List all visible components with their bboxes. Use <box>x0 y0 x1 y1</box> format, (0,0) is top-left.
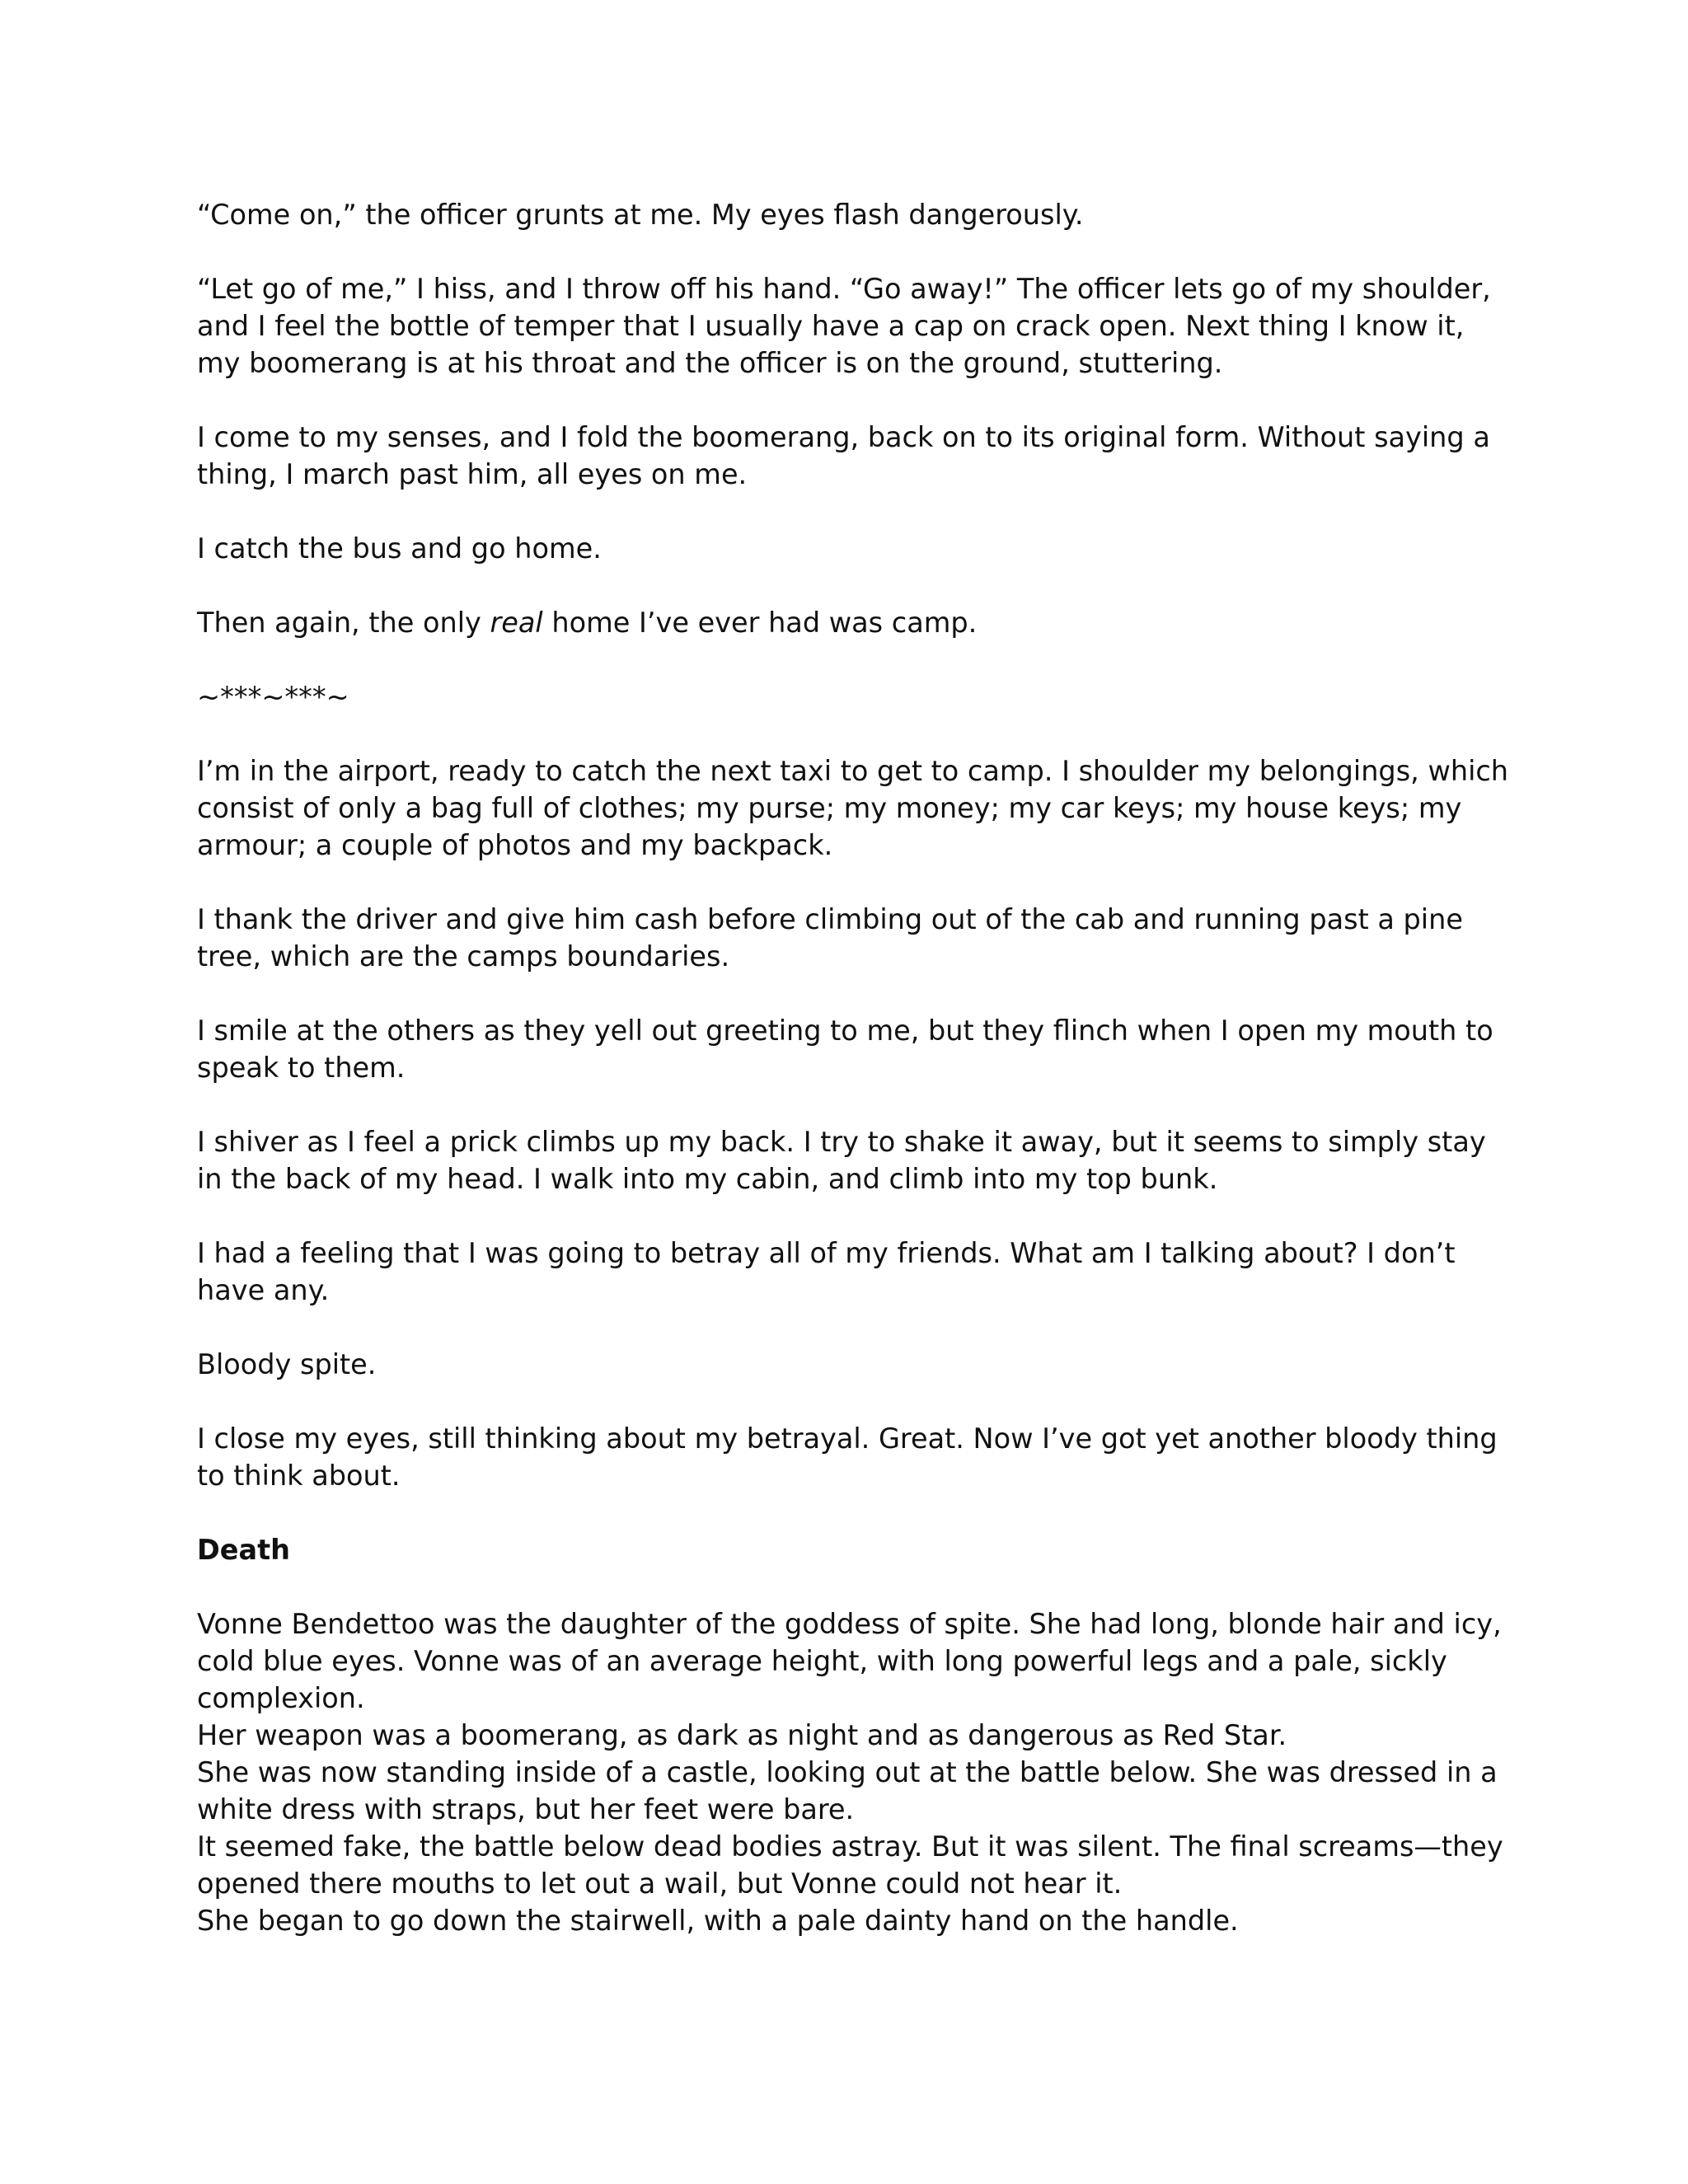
real-home-emphasis: real <box>490 607 543 639</box>
paragraph-real-home <box>197 604 1516 641</box>
paragraph-bloody-spite: Bloody spite. <box>197 1348 377 1380</box>
death-line-stairwell: She began to go down the stairwell, with a pale dainty hand on the handle. <box>197 1905 1239 1937</box>
scene-separator: ~***~***~ <box>197 681 349 713</box>
paragraph-airport: I’m in the airport, ready to catch the next taxi to get to camp. I shoulder my belongings, which consist of only a bag full of clothes; my purse; my money; my car keys; my house keys; my armour; a couple of photos and my backpack. <box>197 755 1509 861</box>
section-heading: Death <box>197 1534 290 1566</box>
real-home-after: home I’ve ever had was camp. <box>542 607 978 639</box>
death-line-battle: It seemed fake, the battle below dead bodies astray. But it was silent. The final screams—they opened there mouths to let out a wail, but Vonne could not hear it. <box>197 1830 1503 1900</box>
paragraph-shiver: I shiver as I feel a prick climbs up my back. I try to shake it away, but it seems to simply stay in the back of my head. I walk into my cabin, and climb into my top bunk. <box>197 1126 1486 1195</box>
paragraph-come-to-senses: I come to my senses, and I fold the boomerang, back on to its original form. Without saying a thing, I march past him, all eyes on me. <box>197 421 1490 490</box>
document-body <box>197 196 1516 1939</box>
paragraph-close-eyes: I close my eyes, still thinking about my betrayal. Great. Now I’ve got yet another bloody thing to think about. <box>197 1422 1498 1492</box>
death-line-castle: She was now standing inside of a castle, looking out at the battle below. She was dressed in a white dress with straps, but her feet were bare. <box>197 1756 1498 1825</box>
death-line-weapon: Her weapon was a boomerang, as dark as night and as dangerous as Red Star. <box>197 1719 1287 1751</box>
paragraph-catch-bus: I catch the bus and go home. <box>197 532 602 565</box>
paragraph-smile-others: I smile at the others as they yell out greeting to me, but they flinch when I open my mouth to speak to them. <box>197 1015 1493 1084</box>
death-line-description: Vonne Bendettoo was the daughter of the goddess of spite. She had long, blonde hair and icy, cold blue eyes. Vonne was of an average height, with long powerful legs and a pale, sickly complexion. <box>197 1608 1502 1714</box>
real-home-before: Then again, the only <box>197 607 490 639</box>
paragraph-thank-driver: I thank the driver and give him cash before climbing out of the cab and running past a pine tree, which are the camps boundaries. <box>197 903 1463 972</box>
paragraph-betray-feeling: I had a feeling that I was going to betray all of my friends. What am I talking about? I don’t have any. <box>197 1237 1456 1306</box>
paragraph-let-go: “Let go of me,” I hiss, and I throw off his hand. “Go away!” The officer lets go of my shoulder, and I feel the bottle of temper that I usually have a cap on crack open. Next thing I know it, my boomerang is at his throat and the officer is on the ground, stuttering. <box>197 273 1491 379</box>
paragraph-officer-grunts: “Come on,” the officer grunts at me. My eyes flash dangerously. <box>197 199 1084 231</box>
